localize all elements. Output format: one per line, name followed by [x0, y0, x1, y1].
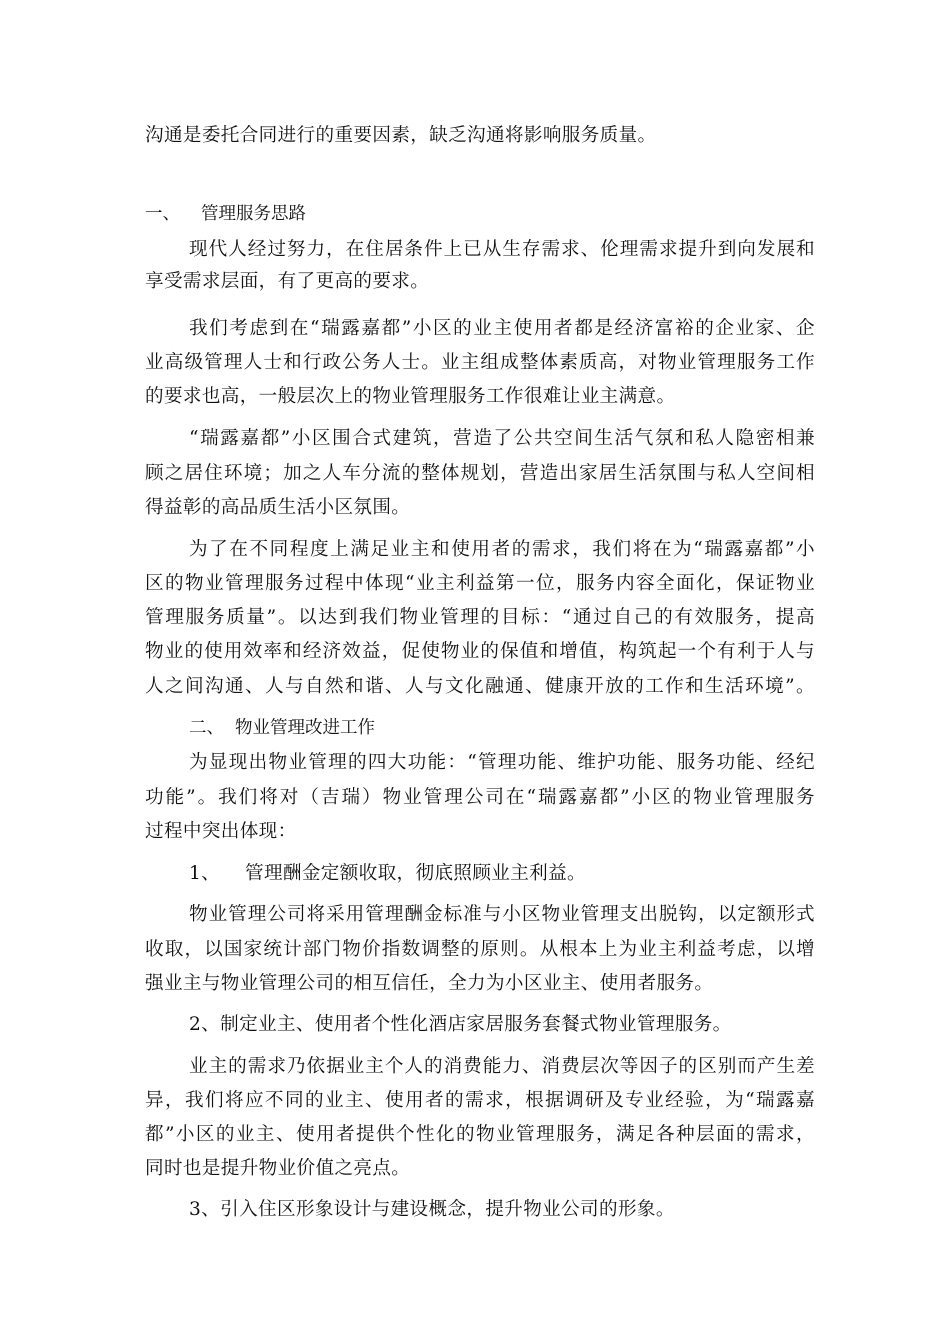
paragraph-line: 顾之居住环境；加之人车分流的整体规划，营造出家居生活氛围与私人空间相 [145, 463, 815, 484]
list-item-1 [189, 862, 586, 886]
paragraph-line: 物业的使用效率和经济效益，促使物业的保值和增值，构筑起一个有利于人与 [145, 641, 815, 662]
section-heading-2 [189, 716, 375, 740]
paragraph-line: 享受需求层面，有了更高的要求。 [145, 271, 430, 292]
section-title: 管理服务思路 [201, 204, 306, 224]
item-text: 管理酬金定额收取，彻底照顾业主利益。 [245, 863, 586, 884]
list-item-2: 2、制定业主、使用者个性化酒店家居服务套餐式物业管理服务。 [189, 1014, 732, 1035]
paragraph-line: 人之间沟通、人与自然和谐、人与文化融通、健康开放的工作和生活环境”。 [145, 676, 815, 697]
paragraph-line: 同时也是提升物业价值之亮点。 [145, 1158, 411, 1179]
section-number: 一、 [145, 204, 180, 224]
paragraph-line: 的要求也高，一般层次上的物业管理服务工作很难让业主满意。 [145, 386, 676, 407]
paragraph-line: 收取，以国家统计部门物价指数调整的原则。从根本上为业主利益考虑，以增 [145, 939, 815, 960]
paragraph-line: 现代人经过努力，在住居条件上已从生存需求、伦理需求提升到向发展和 [189, 239, 815, 260]
paragraph-line: 强业主与物业管理公司的相互信任，全力为小区业主、使用者服务。 [145, 973, 714, 994]
paragraph-line: 为了在不同程度上满足业主和使用者的需求，我们将在为“瑞露嘉都”小 [189, 539, 815, 560]
paragraph-line: 我们考虑到在“瑞露嘉都”小区的业主使用者都是经济富裕的企业家、企 [189, 318, 815, 339]
paragraph-line: 为显现出物业管理的四大功能：“管理功能、维护功能、服务功能、经纪 [189, 752, 815, 773]
paragraph-line: 异，我们将应不同的业主、使用者的需求，根据调研及专业经验，为“瑞露嘉 [145, 1090, 815, 1111]
paragraph-line: 业高级管理人士和行政公务人士。业主组成整体素质高，对物业管理服务工作 [145, 352, 815, 373]
section-title: 物业管理改进工作 [235, 718, 375, 738]
paragraph-line: 区的物业管理服务过程中体现“业主利益第一位，服务内容全面化，保证物业 [145, 573, 815, 594]
section-number: 二、 [189, 718, 224, 738]
paragraph-line: 业主的需求乃依据业主个人的消费能力、消费层次等因子的区别而产生差 [189, 1056, 815, 1077]
paragraph-line: 管理服务质量”。以达到我们物业管理的目标：“通过自己的有效服务，提高 [145, 607, 815, 628]
section-heading-1 [145, 202, 306, 226]
paragraph-line: 功能”。我们将对（吉瑞）物业管理公司在“瑞露嘉都”小区的物业管理服务 [145, 787, 815, 808]
paragraph-line: 物业管理公司将采用管理酬金标准与小区物业管理支出脱钩，以定额形式 [189, 904, 815, 925]
list-item-3: 3、引入住区形象设计与建设概念，提升物业公司的形象。 [189, 1199, 675, 1220]
paragraph-line: 过程中突出体现： [145, 821, 297, 842]
text-line: 沟通是委托合同进行的重要因素，缺乏沟通将影响服务质量。 [145, 125, 657, 146]
item-number: 1、 [189, 863, 221, 884]
paragraph-line: 都”小区的业主、使用者提供个性化的物业管理服务，满足各种层面的需求， [145, 1124, 815, 1145]
paragraph-line: “瑞露嘉都”小区围合式建筑，营造了公共空间生活气氛和私人隐密相兼 [189, 428, 815, 449]
paragraph-line: 得益彰的高品质生活小区氛围。 [145, 497, 411, 518]
